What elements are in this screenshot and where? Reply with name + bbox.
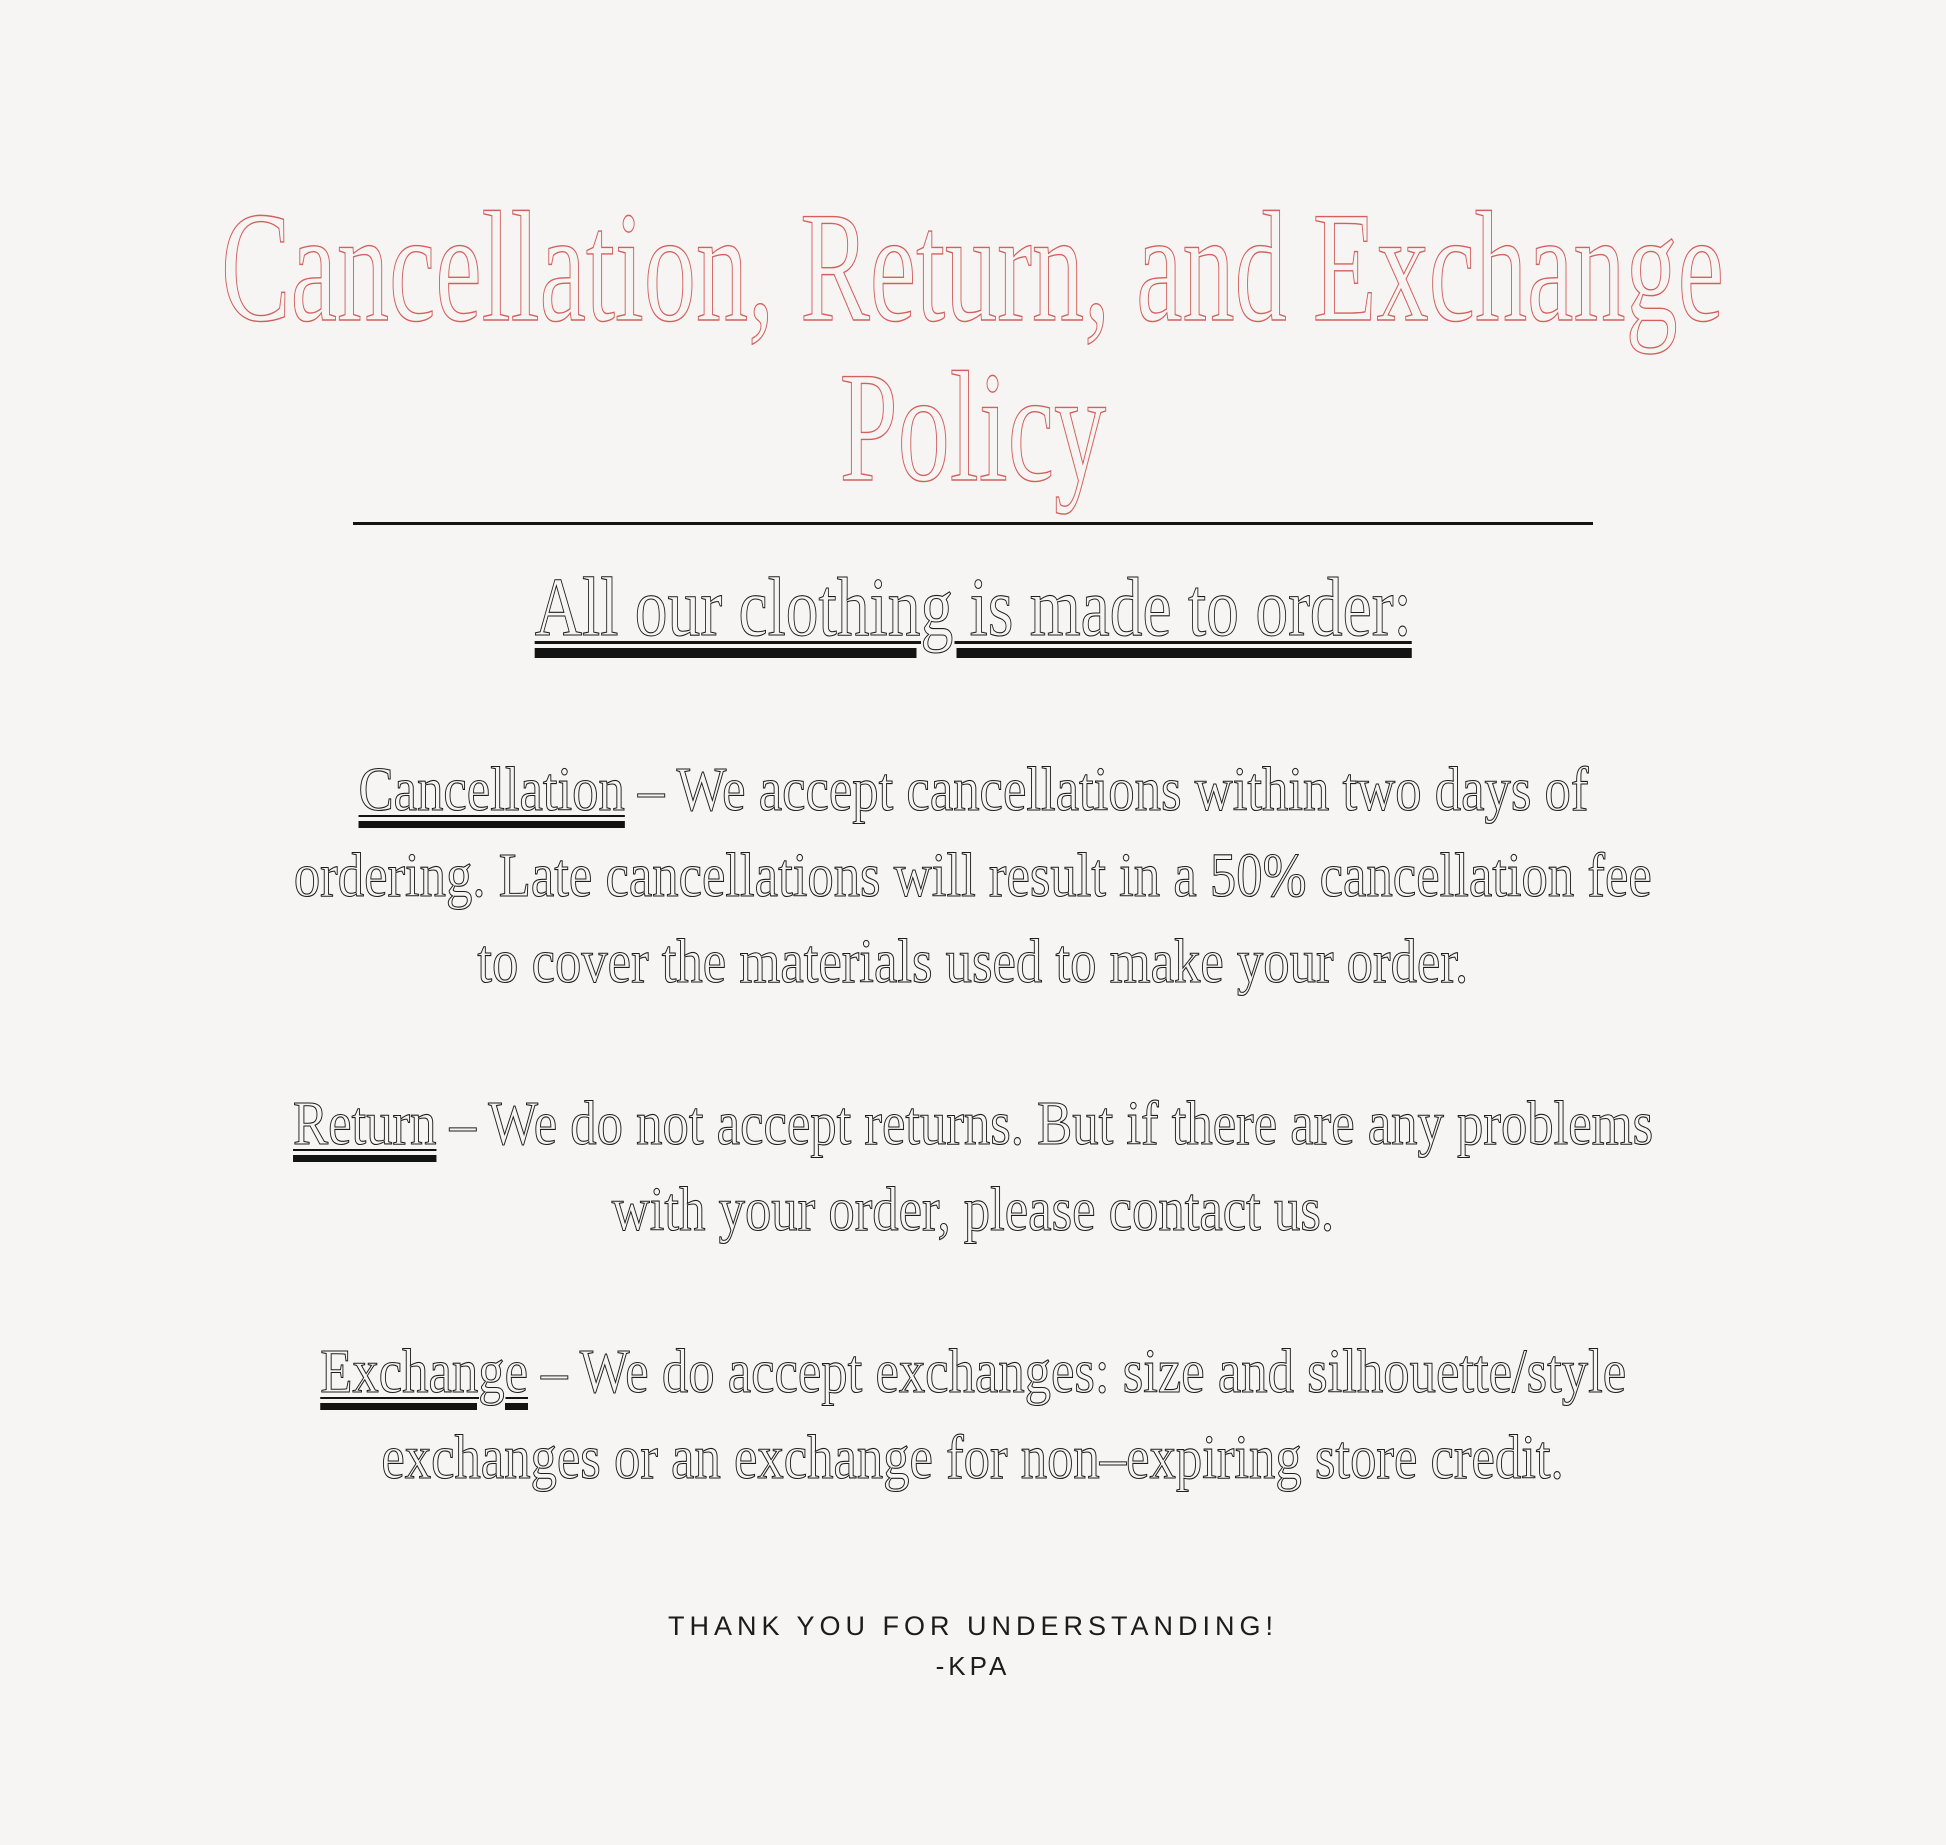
thank-you-text: THANK YOU FOR UNDERSTANDING!: [667, 1611, 1279, 1641]
return-keyword: Return: [292, 1090, 437, 1158]
return-policy-paragraph: [0, 1081, 1946, 1253]
cancellation-line-3: to cover the materials used to make your order.: [477, 928, 1469, 996]
exchange-line-1: – We do accept exchanges: size and silhouette/style: [527, 1338, 1626, 1406]
policy-title: [0, 0, 1946, 515]
policy-paragraphs: [0, 747, 1946, 1501]
cancellation-policy-paragraph: [0, 747, 1946, 1005]
exchange-policy-paragraph: [0, 1329, 1946, 1501]
return-line-1: – We do not accept returns. But if there are any problems: [436, 1090, 1654, 1158]
title-divider-rule: [353, 522, 1593, 525]
cancellation-line-2: ordering. Late cancellations will result in a 50% cancellation fee: [294, 842, 1652, 910]
made-to-order-heading-text: All our clothing is made to order:: [534, 561, 1412, 654]
exchange-keyword: Exchange: [320, 1338, 528, 1406]
exchange-line-2: exchanges or an exchange for non–expiring store credit.: [381, 1424, 1565, 1492]
signature-text: -KPA: [935, 1651, 1011, 1681]
cancellation-line-1: – We accept cancellations within two days of: [624, 756, 1588, 824]
return-line-2: with your order, please contact us.: [611, 1176, 1335, 1244]
footer-note: [0, 1609, 1946, 1682]
title-line-2: Policy: [839, 340, 1107, 515]
title-line-1: Cancellation, Return, and Exchange: [221, 180, 1725, 355]
made-to-order-heading: [0, 555, 1946, 661]
cancellation-keyword: Cancellation: [358, 756, 625, 824]
